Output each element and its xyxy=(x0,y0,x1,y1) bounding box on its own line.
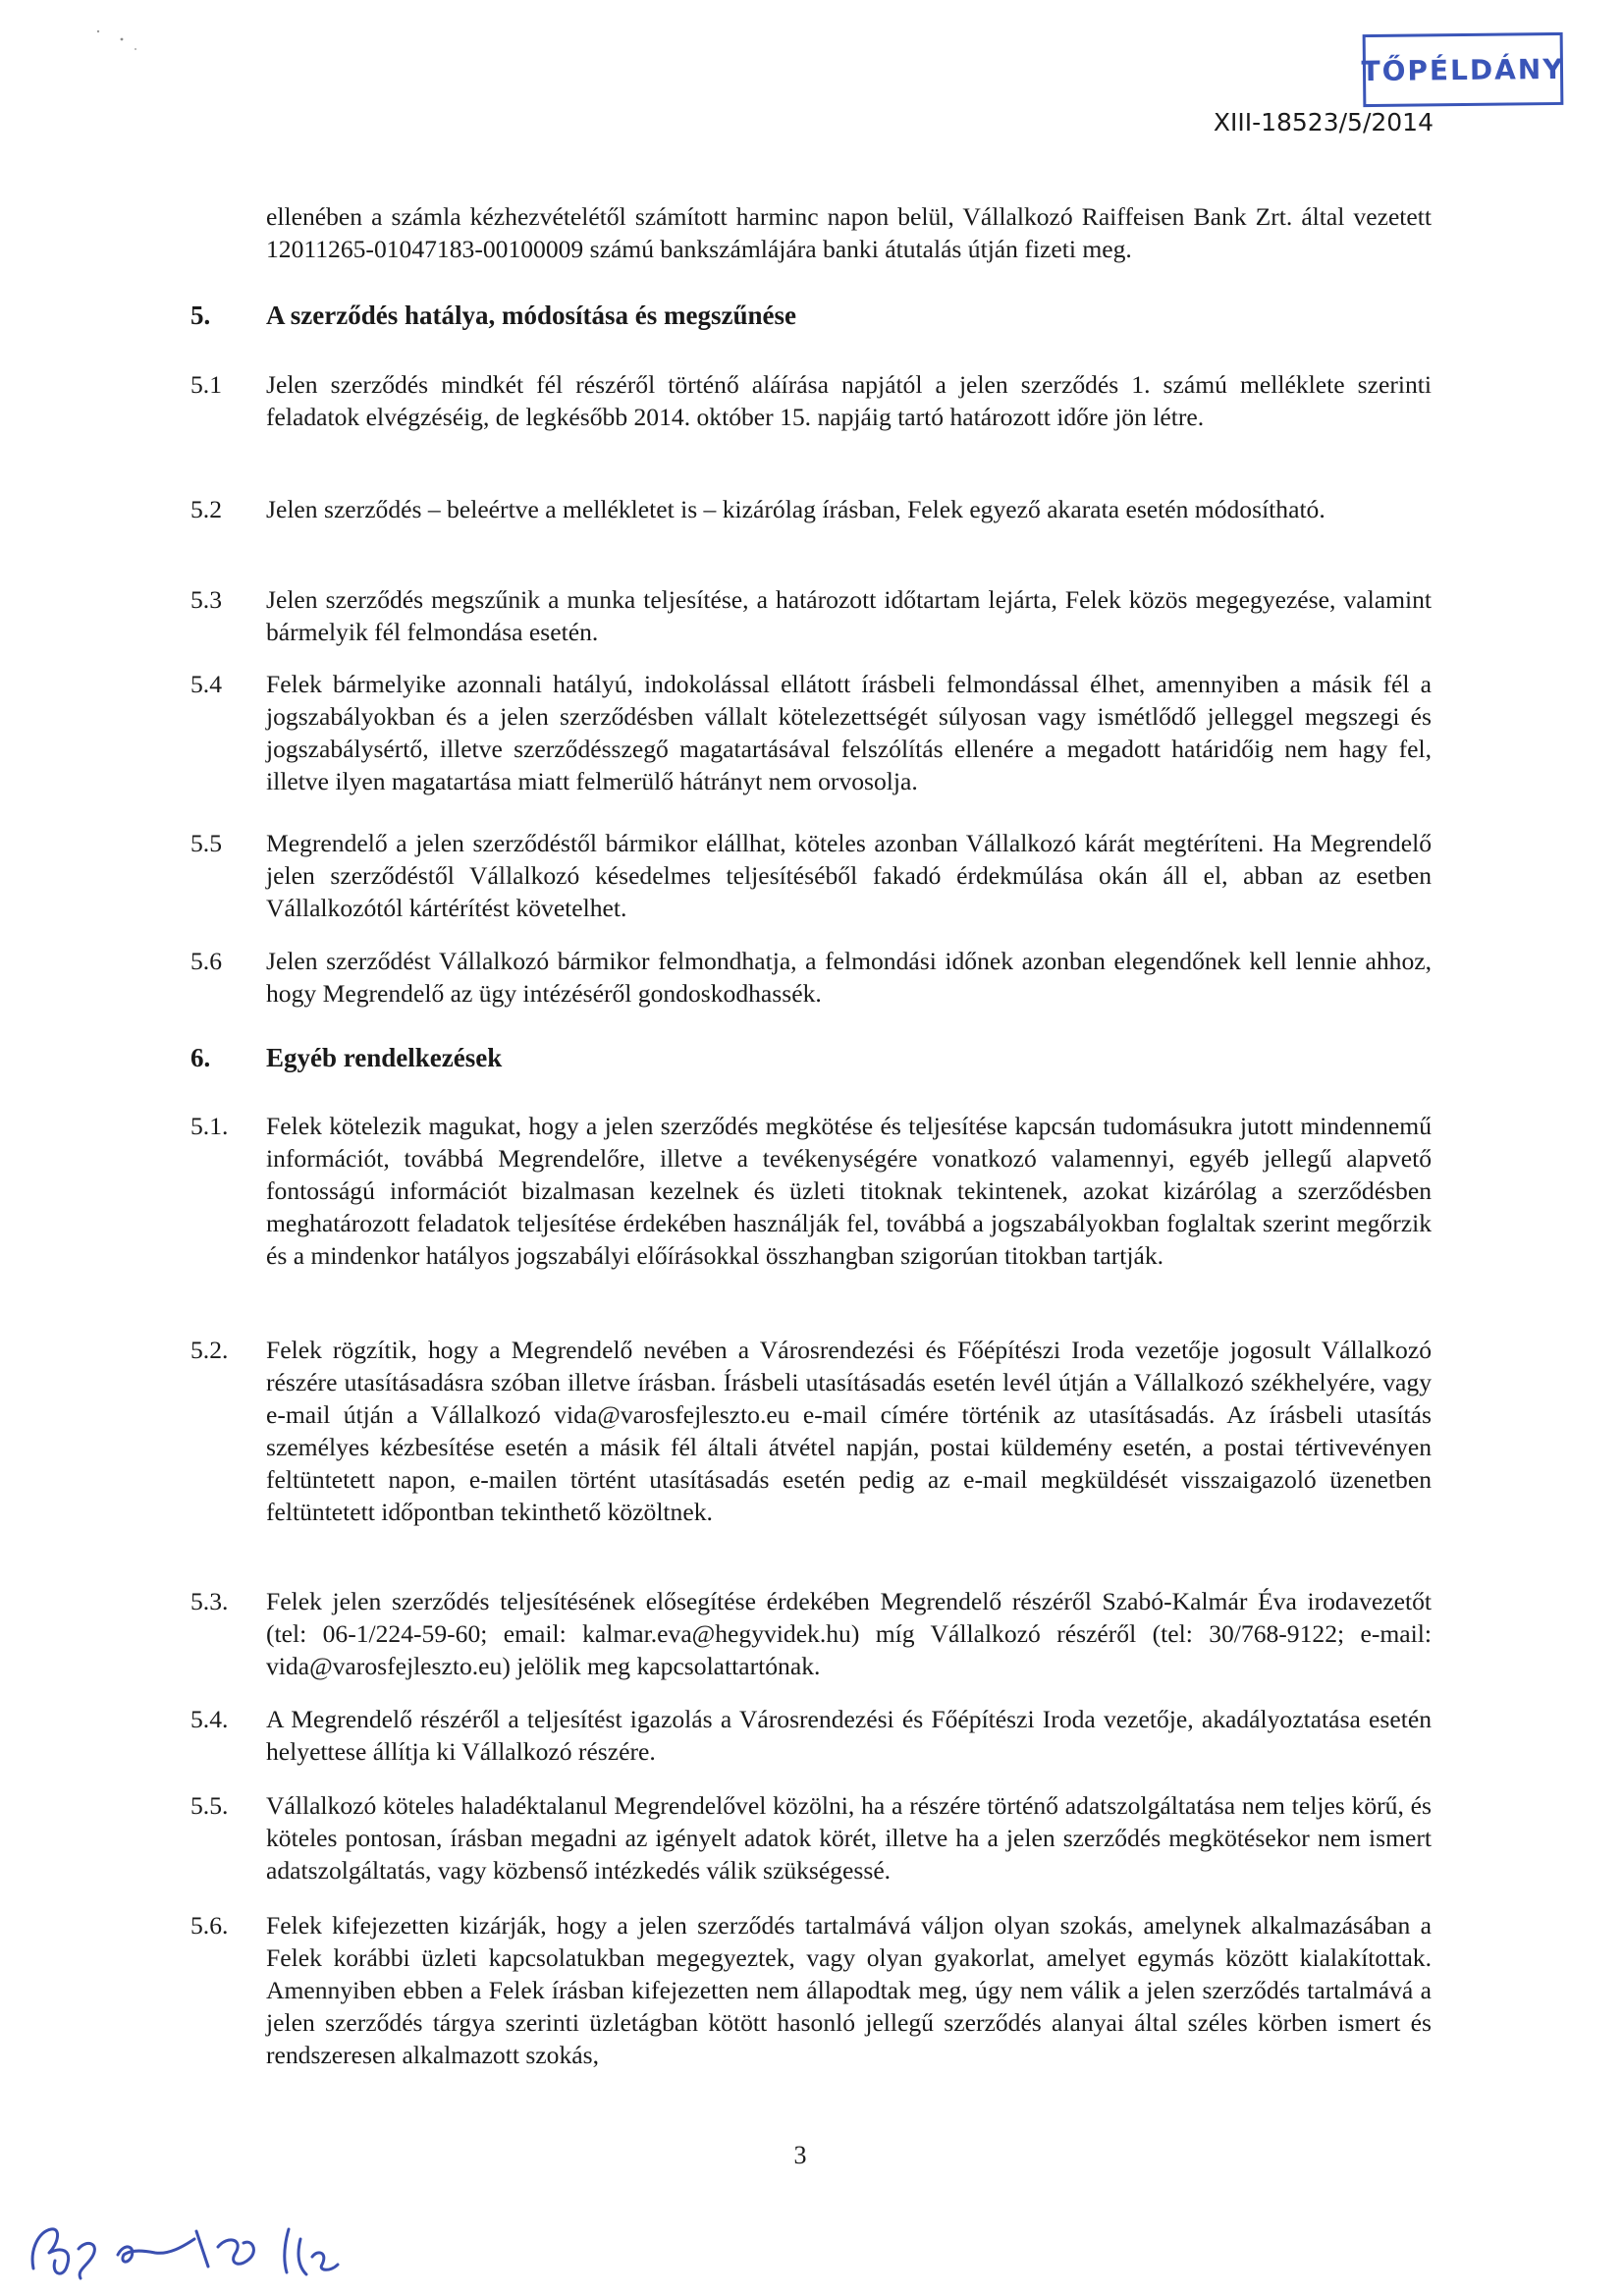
clause-number: 5.5 xyxy=(190,829,222,857)
scan-specks xyxy=(39,20,157,59)
clause-number: 5.6. xyxy=(190,1911,229,1940)
clause-text: A Megrendelő részéről a teljesítést igazolás a Városrendezési és Főépítészi Iroda vezetője, akadályoztatása esetén helyettese állítja ki Vállalkozó részére. xyxy=(266,1705,1432,1766)
clause-number: 5.2 xyxy=(190,495,222,523)
section-6-number: 6. xyxy=(190,1043,211,1072)
clause-number: 5.4. xyxy=(190,1705,229,1733)
handwritten-initials xyxy=(22,2210,434,2288)
clause-number: 5.1 xyxy=(190,370,222,399)
page-number: 3 xyxy=(793,2141,807,2169)
section-6-title: Egyéb rendelkezések xyxy=(266,1043,503,1072)
clause-number: 5.6 xyxy=(190,947,222,975)
intro-paragraph: ellenében a számla kézhezvételétől számított harminc napon belül, Vállalkozó Raiffeisen Bank Zrt. által vezetett 12011265-01047183-00100009 számú bankszámlájára banki átutalás útján fizeti meg. xyxy=(266,202,1432,263)
section-5-title: A szerződés hatálya, módosítása és megszűnése xyxy=(266,301,796,330)
clause-text: Jelen szerződés – beleértve a mellékletet is – kizárólag írásban, Felek egyező akarata esetén módosítható. xyxy=(266,495,1325,523)
document-reference-number: XIII-18523/5/2014 xyxy=(1213,108,1434,137)
clause-text: Felek kifejezetten kizárják, hogy a jelen szerződés tartalmává váljon olyan szokás, amelynek alkalmazásában a Felek korábbi üzleti kapcsolatukban megegyeztek, vagy olyan gyakorlat, amelyet egymás között kialakítottak. Amennyiben ebben a Felek írásban kifejezetten nem állapodtak meg, úgy nem válik a jelen szerződés tartalmává a jelen szerződés tárgya szerinti üzletágban kötött hasonló jellegű szerződés alanyai által széles körben ismert és rendszeresen alkalmazott szokás, xyxy=(266,1911,1432,2069)
clause-text: Felek jelen szerződés teljesítésének elősegítése érdekében Megrendelő részéről Szabó-Kalmár Éva irodavezetőt (tel: 06-1/224-59-60; email: kalmar.eva@hegyvidek.hu) míg Vállalkozó részéről (tel: 30/768-9122; e-mail: vida@varosfejleszto.eu) jelölik meg kapcsolattartónak. xyxy=(266,1587,1432,1680)
clause-text: Vállalkozó köteles haladéktalanul Megrendelővel közölni, ha a részére történő adatszolgáltatása nem teljes körű, és köteles pontosan, írásban megadni az igényelt adatok körét, illetve ha a jelen szerződés megkötésekor nem ismert adatszolgáltatás, vagy közbenső intézkedés válik szükségessé. xyxy=(266,1791,1432,1885)
clause-text: Felek kötelezik magukat, hogy a jelen szerződés megkötése és teljesítése kapcsán tudomásukra jutott mindennemű információt, továbbá Megrendelőre, illetve a tevékenységére vonatkozó valamennyi, egyéb jellegű alapvető fontosságú információt bizalmasan kezelnek és üzleti titoknak tekintenek, azokat kizárólag a szerződésben meghatározott feladatok teljesítése érdekében használják fel, továbbá a jogszabályokban foglaltak szerint megőrzik és a mindenkor hatályos jogszabályi előírásokkal összhangban szigorúan titokban tartják. xyxy=(266,1112,1432,1270)
clause-text: Jelen szerződés mindkét fél részéről történő aláírása napjától a jelen szerződés 1. számú melléklete szerinti feladatok elvégzéséig, de legkésőbb 2014. október 15. napjáig tartó határozott időre jön létre. xyxy=(266,370,1432,431)
original-copy-stamp: TŐPÉLDÁNY xyxy=(1363,32,1564,107)
clause-number: 5.1. xyxy=(190,1112,229,1140)
clause-number: 5.3. xyxy=(190,1587,229,1615)
clause-text: Megrendelő a jelen szerződéstől bármikor elállhat, köteles azonban Vállalkozó kárát megtéríteni. Ha Megrendelő jelen szerződéstől Vállalkozó késedelmes teljesítéséből fakadó érdekmúlása okán áll el, abban az esetben Vállalkozótól kártérítést követelhet. xyxy=(266,829,1432,922)
clause-text: Jelen szerződés megszűnik a munka teljesítése, a határozott időtartam lejárta, Felek közös megegyezése, valamint bármelyik fél felmondása esetén. xyxy=(266,585,1432,646)
clause-number: 5.5. xyxy=(190,1791,229,1820)
clause-text: Felek bármelyike azonnali hatályú, indokolással ellátott írásbeli felmondással élhet, amennyiben a másik fél a jogszabályokban és a jelen szerződésben vállalt kötelezettségét súlyosan vagy ismétlődő jelleggel megszegi és jogszabálysértő, illetve szerződésszegő magatartásával felszólítás ellenére a megadott határidőig nem hagy fel, illetve ilyen magatartása miatt felmerülő hátrányt nem orvosolja. xyxy=(266,670,1432,795)
clause-number: 5.4 xyxy=(190,670,222,698)
clause-text: Felek rögzítik, hogy a Megrendelő nevében a Városrendezési és Főépítészi Iroda vezetője jogosult Vállalkozó részére utasításadásra szóban illetve írásban. Írásbeli utasításadás esetén levél útján a Vállalkozó székhelyére, vagy e-mail útján a Vállalkozó vida@varosfejleszto.eu e-mail címére történik az utasításadás. Az írásbeli utasítás személyes kézbesítése esetén a másik fél általi átvétel napján, postai küldemény esetén, a postai tértivevényen feltüntetett napon, e-mailen történt utasításadás esetén pedig az e-mail megküldését visszaigazoló üzenetben feltüntetett időpontban tekinthető közöltnek. xyxy=(266,1336,1432,1526)
clause-number: 5.3 xyxy=(190,585,222,614)
section-5-number: 5. xyxy=(190,301,211,330)
clause-number: 5.2. xyxy=(190,1336,229,1364)
clause-text: Jelen szerződést Vállalkozó bármikor felmondhatja, a felmondási időnek azonban elegendőnek kell lennie ahhoz, hogy Megrendelő az ügy intézéséről gondoskodhassék. xyxy=(266,947,1432,1008)
